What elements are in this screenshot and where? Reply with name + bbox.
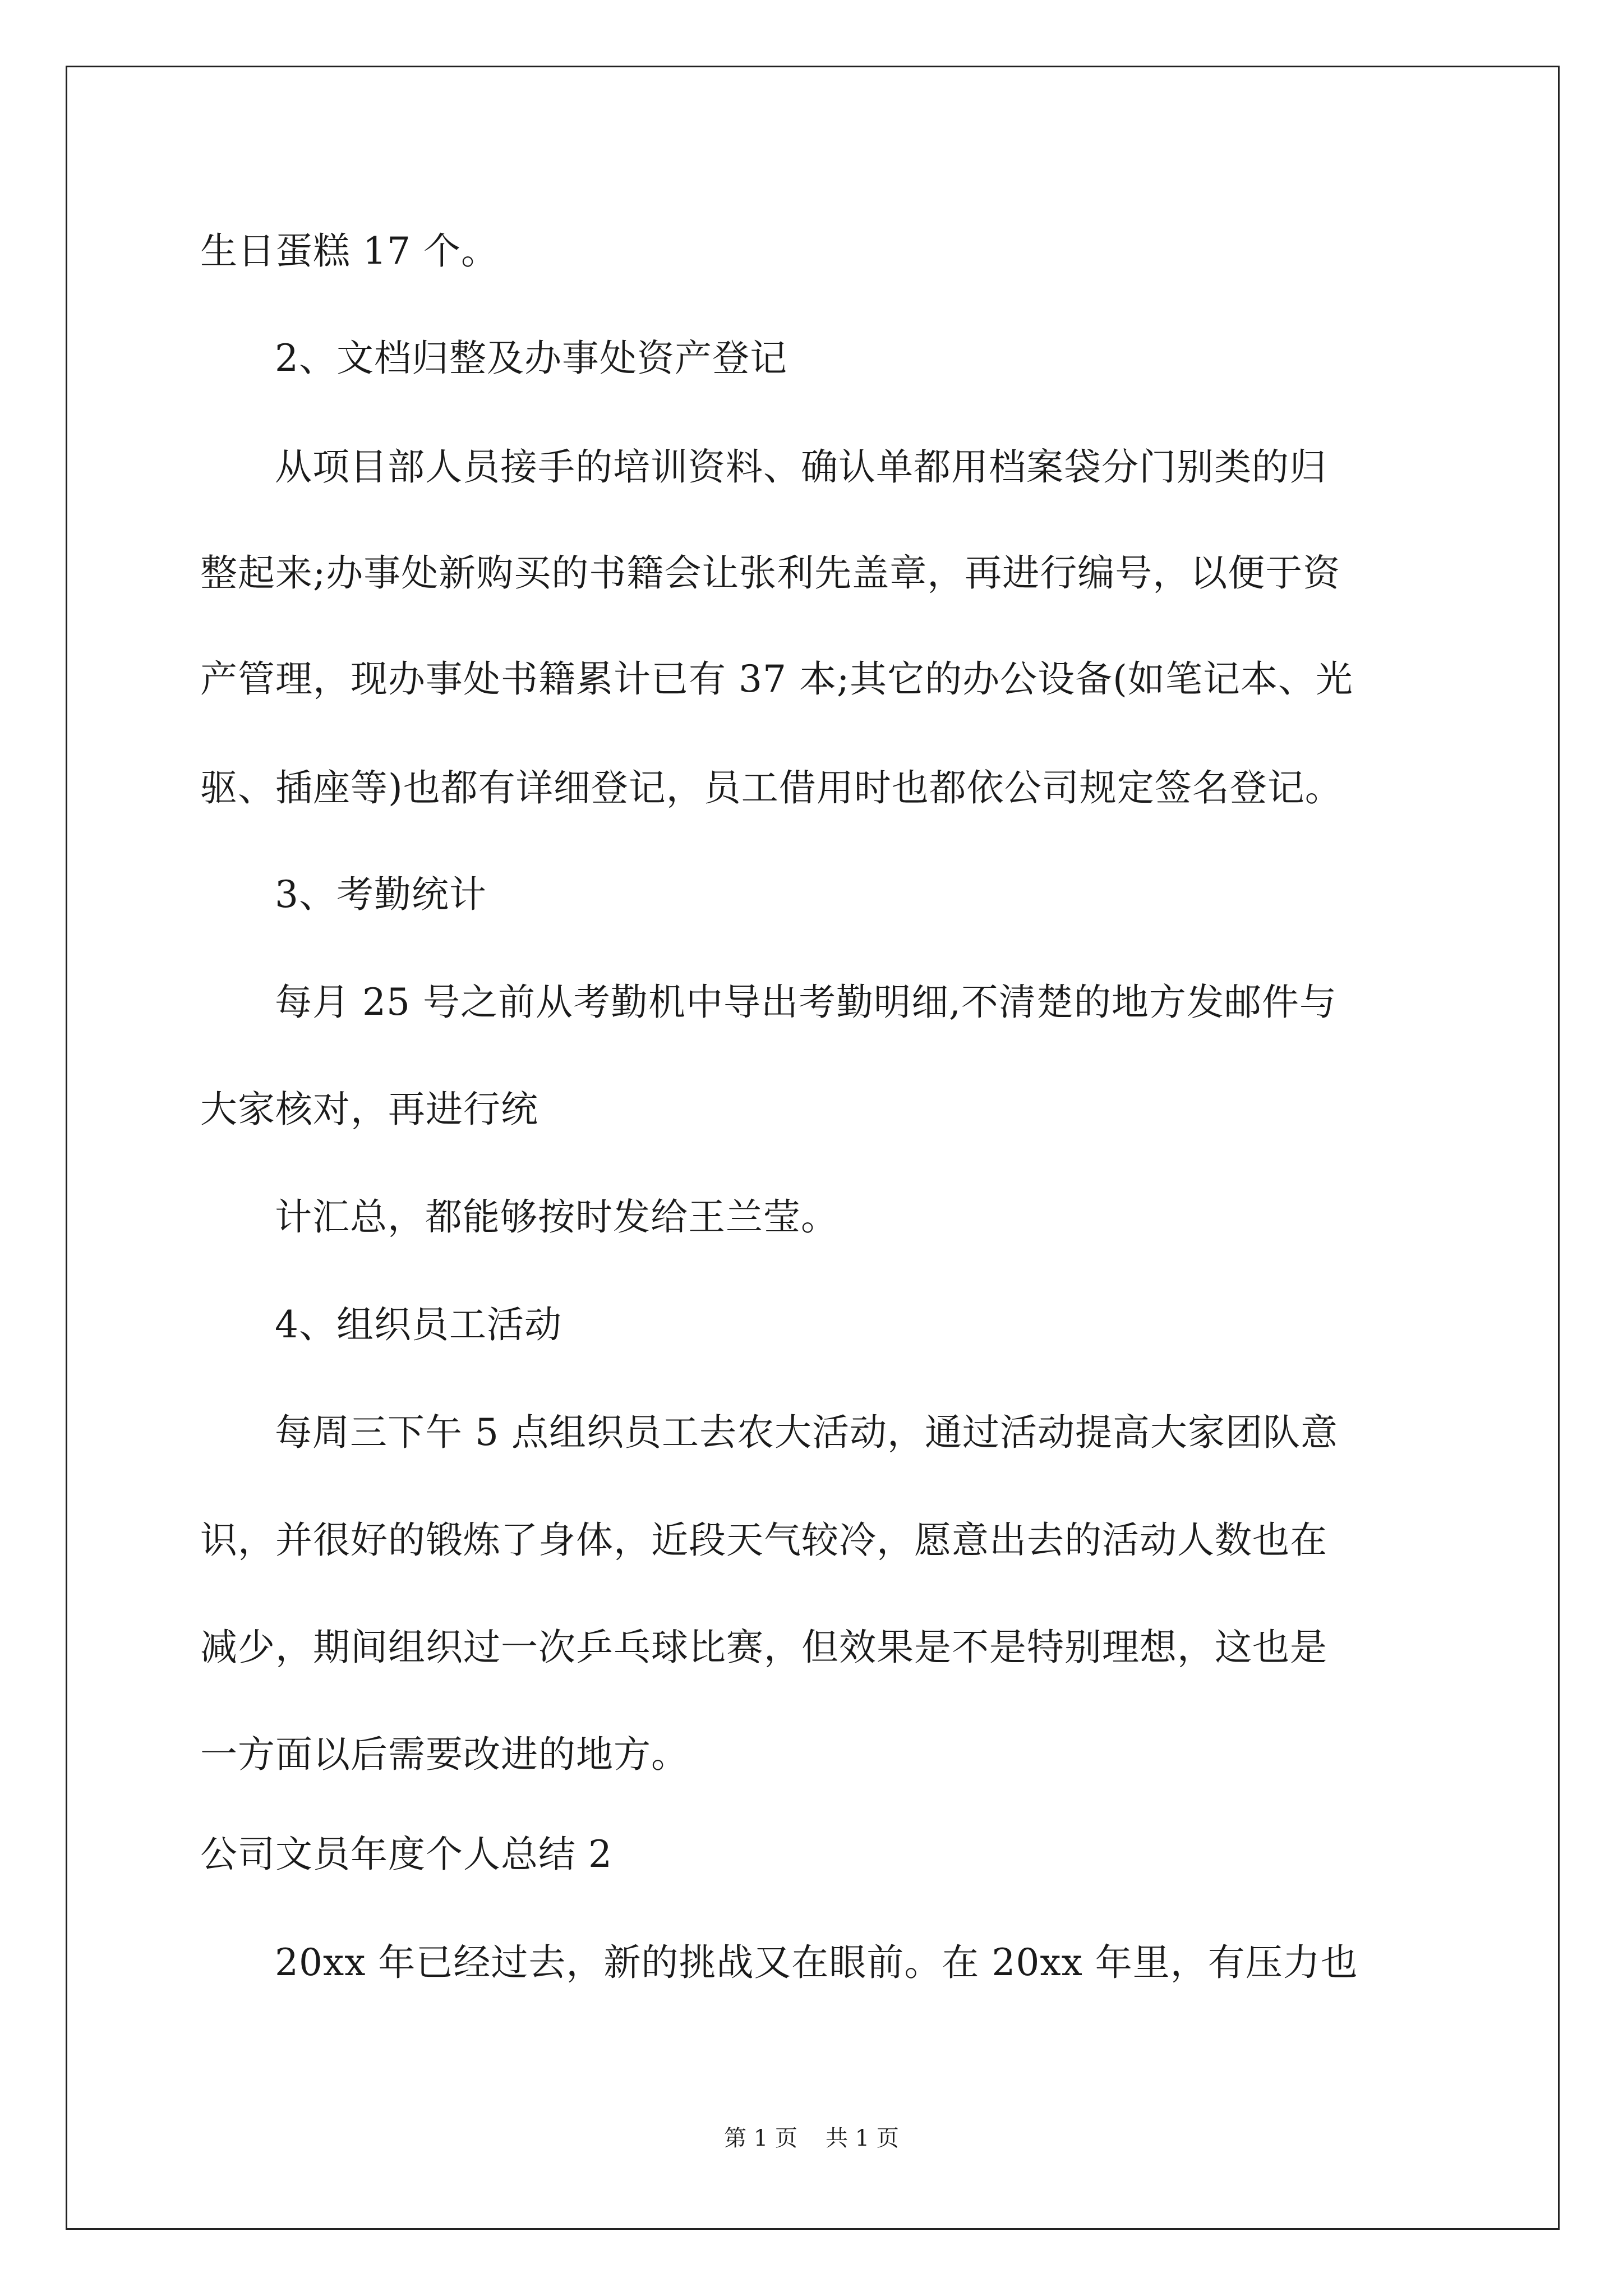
- text-line: 整起来;办事处新购买的书籍会让张利先盖章，再进行编号，以便于资: [200, 551, 1341, 595]
- section-heading: 4、组织员工活动: [275, 1303, 562, 1346]
- text-line: 驱、插座等)也都有详细登记，员工借用时也都依公司规定签名登记。: [200, 766, 1343, 809]
- text-line: 从项目部人员接手的培训资料、确认单都用档案袋分门别类的归: [275, 445, 1327, 489]
- text-line: 产管理，现办事处书籍累计已有 37 本;其它的办公设备(如笔记本、光: [200, 657, 1353, 701]
- section-heading: 2、文档归整及办事处资产登记: [275, 337, 787, 380]
- document-title: 公司文员年度个人总结 2: [200, 1833, 612, 1876]
- page-border: [66, 66, 1560, 2230]
- text-line: 每周三下午 5 点组织员工去农大活动，通过活动提高大家团队意: [275, 1411, 1338, 1454]
- text-line: 识，并很好的锻炼了身体，近段天气较冷，愿意出去的活动人数也在: [200, 1519, 1327, 1562]
- text-line: 计汇总，都能够按时发给王兰莹。: [275, 1195, 838, 1239]
- page-number: 第 1 页: [724, 2125, 797, 2151]
- text-line: 生日蛋糕 17 个。: [200, 229, 499, 273]
- text-line: 一方面以后需要改进的地方。: [200, 1733, 689, 1776]
- section-heading: 3、考勤统计: [275, 873, 487, 916]
- text-line: 减少，期间组织过一次乒乓球比赛，但效果是不是特别理想，这也是: [200, 1626, 1327, 1669]
- text-line: 大家核对，再进行统: [200, 1088, 538, 1131]
- text-line: 20xx 年已经过去，新的挑战又在眼前。在 20xx 年里，有压力也: [275, 1941, 1358, 1984]
- page-total: 共 1 页: [826, 2125, 899, 2151]
- page-footer: [0, 2124, 1623, 2152]
- text-line: 每月 25 号之前从考勤机中导出考勤明细,不清楚的地方发邮件与: [275, 981, 1337, 1024]
